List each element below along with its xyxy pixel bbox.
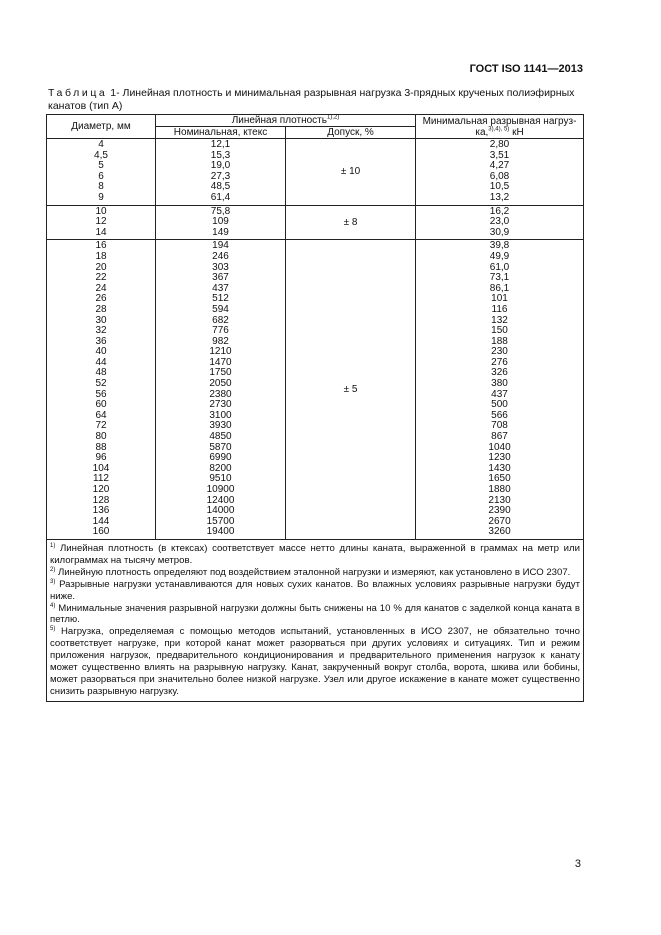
diameter-cell: 28: [95, 303, 107, 315]
footnotes: [47, 539, 584, 701]
density-cell: 19,0: [210, 160, 231, 172]
diameter-cell: 36: [95, 335, 107, 347]
diameter-cell: 30: [95, 314, 107, 326]
load-cell-group: [416, 205, 584, 240]
load-cell: 132: [491, 314, 508, 326]
col-density-header: [156, 115, 416, 127]
diameter-cell: 52: [95, 378, 107, 390]
diameter-cell-group: [47, 240, 156, 540]
load-cell-group: [416, 139, 584, 206]
load-cell: 101: [491, 293, 508, 305]
density-cell: 437: [212, 282, 229, 294]
load-cell: 49,9: [489, 250, 510, 262]
load-cell: 2130: [488, 494, 511, 506]
density-cell: 61,4: [210, 191, 231, 203]
tolerance-cell-group: [286, 139, 416, 206]
density-cell: 367: [212, 272, 229, 284]
diameter-cell: 4: [98, 139, 104, 150]
footnote: [50, 603, 580, 627]
diameter-cell: 104: [92, 462, 110, 474]
footnote-text: Нагрузка, определяемая с помощью методов испытаний, установленных в ИСО 2307, не обязательно точно соответствует нагрузке, при которой канат может разорваться при других условиях и ситуациях. Тип и режим приложения нагрузок, предварительного кондиционирования и предварительного применения нагрузок к канату может существенно влиять на разрывную нагрузку. Канат, закрученный вокруг столба, ворота, шкива или бобины, может разорваться при значительно более низкой нагрузке. Узел или другое искажение в канате может существенно снизить разрывную нагрузку.: [50, 626, 581, 697]
load-cell: 1040: [488, 441, 511, 453]
density-cell: 194: [212, 240, 229, 252]
density-cell: 682: [212, 314, 229, 326]
density-cell: 1470: [209, 356, 232, 368]
col-density-sup: 1),2): [326, 114, 340, 121]
load-cell: 437: [491, 388, 508, 400]
density-cell: 48,5: [210, 181, 231, 193]
col-diameter-header: Диаметр, мм: [47, 115, 156, 139]
density-cell: 75,8: [210, 205, 231, 217]
density-cell: 149: [212, 226, 229, 238]
load-cell: 380: [491, 378, 508, 390]
diameter-cell: 120: [92, 484, 110, 495]
density-cell: 15700: [206, 515, 235, 527]
diameter-cell: 5: [98, 160, 104, 172]
load-cell: 16,2: [489, 205, 510, 217]
density-cell: 14000: [206, 505, 235, 517]
caption-lead: Таблица: [48, 87, 108, 99]
load-cell: 1230: [488, 452, 511, 464]
footnote-mark: 4): [50, 602, 56, 609]
load-cell: 1880: [488, 484, 511, 495]
density-cell: 1210: [209, 346, 232, 358]
load-cell: 326: [491, 367, 508, 379]
density-cell: 4850: [209, 431, 232, 443]
diameter-cell: 96: [95, 452, 107, 464]
tolerance-value: ± 5: [343, 384, 358, 396]
diameter-cell: 48: [95, 367, 107, 379]
col-load-line2a: ка,: [475, 126, 489, 138]
diameter-cell: 24: [95, 282, 107, 294]
diameter-cell: 22: [95, 272, 107, 284]
diameter-cell: 4,5: [94, 149, 108, 161]
rope-table: [46, 114, 584, 702]
tolerance-value: ± 10: [340, 166, 361, 178]
col-nominal-header: Номинальная, ктекс: [156, 127, 286, 139]
density-cell: 12400: [206, 494, 235, 506]
load-cell: 10,5: [489, 181, 510, 193]
load-cell: 867: [491, 431, 508, 443]
diameter-cell-group: [47, 205, 156, 240]
diameter-cell: 136: [92, 505, 110, 517]
diameter-cell: 88: [95, 441, 107, 453]
density-cell: 19400: [206, 526, 235, 538]
diameter-cell: 56: [95, 388, 107, 400]
col-load-header: [416, 115, 584, 139]
load-cell: 3260: [488, 526, 511, 538]
footnote: [50, 626, 580, 697]
diameter-cell: 26: [95, 293, 107, 305]
table-row-group: [47, 240, 584, 540]
diameter-cell: 14: [95, 226, 107, 238]
density-cell: 8200: [209, 462, 232, 474]
density-cell: 5870: [209, 441, 232, 453]
load-cell: 276: [491, 356, 508, 368]
diameter-cell: 6: [98, 170, 104, 182]
load-cell: 4,27: [489, 160, 510, 172]
load-cell: 1430: [488, 462, 511, 474]
density-cell-group: [156, 205, 286, 240]
diameter-cell: 128: [92, 494, 110, 506]
density-cell: 2730: [209, 399, 232, 411]
diameter-cell: 112: [93, 473, 109, 485]
footnote-text: Минимальные значения разрывной нагрузки должны быть снижены на 10 % для канатов с заделкой конца каната в петлю.: [50, 602, 581, 626]
footnote-mark: 3): [50, 578, 56, 585]
density-cell: 2380: [209, 388, 232, 400]
load-cell: 86,1: [489, 282, 510, 294]
density-cell: 2050: [209, 378, 232, 390]
standard-header: ГОСТ ISO 1141—2013: [469, 63, 583, 75]
col-density-label: Линейная плотность: [231, 115, 327, 126]
col-tolerance-header: Допуск, %: [286, 127, 416, 139]
footnote: [50, 579, 580, 603]
density-cell-group: [156, 240, 286, 540]
load-cell-group: [416, 240, 584, 540]
density-cell: 3930: [209, 420, 232, 432]
load-cell: 500: [491, 399, 508, 411]
diameter-cell: 160: [92, 526, 110, 538]
density-cell: 594: [212, 303, 229, 315]
diameter-cell: 12: [95, 216, 107, 228]
load-cell: 708: [491, 420, 508, 432]
footnote-text: Разрывные нагрузки устанавливаются для новых сухих канатов. Во влажных условиях разрывные нагрузки будут ниже.: [50, 578, 581, 602]
density-cell: 27,3: [210, 170, 231, 182]
footnote-text: Линейную плотность определяют под воздействием эталонной нагрузки и измеряют, как установлено в ИСО 2307.: [58, 566, 571, 578]
diameter-cell: 64: [95, 409, 107, 421]
diameter-cell: 80: [95, 431, 107, 443]
density-cell: 3100: [209, 409, 232, 421]
tolerance-cell-group: [286, 205, 416, 240]
tolerance-cell-group: [286, 240, 416, 540]
footnote: [50, 567, 580, 579]
diameter-cell: 72: [95, 420, 107, 432]
density-cell: 776: [212, 325, 229, 337]
col-load-line1: Минимальная разрывная нагруз-: [422, 115, 577, 127]
diameter-cell: 20: [95, 261, 107, 273]
density-cell: 1750: [209, 367, 232, 379]
load-cell: 39,8: [489, 240, 510, 252]
footnote: [50, 543, 580, 567]
diameter-cell: 10: [95, 205, 107, 217]
density-cell: 303: [212, 261, 229, 273]
load-cell: 2,80: [489, 139, 510, 150]
load-cell: 188: [491, 335, 508, 347]
tolerance-value: ± 8: [343, 216, 358, 228]
load-cell: 1650: [488, 473, 511, 485]
diameter-cell: 32: [95, 325, 107, 337]
footnote-mark: 5): [50, 626, 56, 633]
density-cell: 12,1: [210, 139, 231, 150]
load-cell: 3,51: [489, 149, 510, 161]
table-row-group: [47, 139, 584, 206]
load-cell: 2670: [488, 515, 511, 527]
caption-text: 1- Линейная плотность и минимальная разрывная нагрузка 3-прядных крученых полиэфирных канатов (тип А): [48, 87, 575, 112]
density-cell: 512: [212, 293, 229, 305]
load-cell: 73,1: [489, 272, 510, 284]
density-cell-group: [156, 139, 286, 206]
load-cell: 61,0: [489, 261, 510, 273]
density-cell: 109: [212, 216, 229, 228]
diameter-cell: 18: [95, 250, 107, 262]
density-cell: 15,3: [210, 149, 231, 161]
density-cell: 6990: [209, 452, 232, 464]
diameter-cell: 44: [95, 356, 107, 368]
load-cell: 566: [491, 409, 508, 421]
load-cell: 6,08: [489, 170, 510, 182]
footnote-mark: 1): [50, 542, 56, 549]
diameter-cell: 9: [98, 191, 104, 203]
diameter-cell-group: [47, 139, 156, 206]
load-cell: 23,0: [489, 216, 510, 228]
density-cell: 982: [212, 335, 229, 347]
table-row-group: [47, 205, 584, 240]
load-cell: 30,9: [489, 226, 510, 238]
diameter-cell: 40: [95, 346, 107, 358]
table-caption: [48, 87, 585, 113]
col-load-sup: 3),4), 5): [488, 126, 510, 133]
diameter-cell: 8: [98, 181, 104, 193]
footnote-text: Линейная плотность (в ктексах) соответствует массе нетто длины каната, выраженной в граммах на метр или килограммах на тысячу метров.: [50, 542, 580, 566]
col-load-line2b: кН: [512, 126, 524, 138]
density-cell: 9510: [209, 473, 232, 485]
load-cell: 13,2: [489, 191, 510, 203]
page-number: 3: [574, 858, 581, 870]
load-cell: 150: [491, 325, 508, 337]
diameter-cell: 144: [92, 515, 110, 527]
density-cell: 10900: [206, 484, 235, 495]
load-cell: 2390: [488, 505, 511, 517]
density-cell: 246: [212, 250, 229, 262]
diameter-cell: 16: [95, 240, 107, 252]
diameter-cell: 60: [95, 399, 107, 411]
load-cell: 116: [491, 303, 508, 315]
load-cell: 230: [491, 346, 508, 358]
footnote-mark: 2): [50, 566, 56, 573]
